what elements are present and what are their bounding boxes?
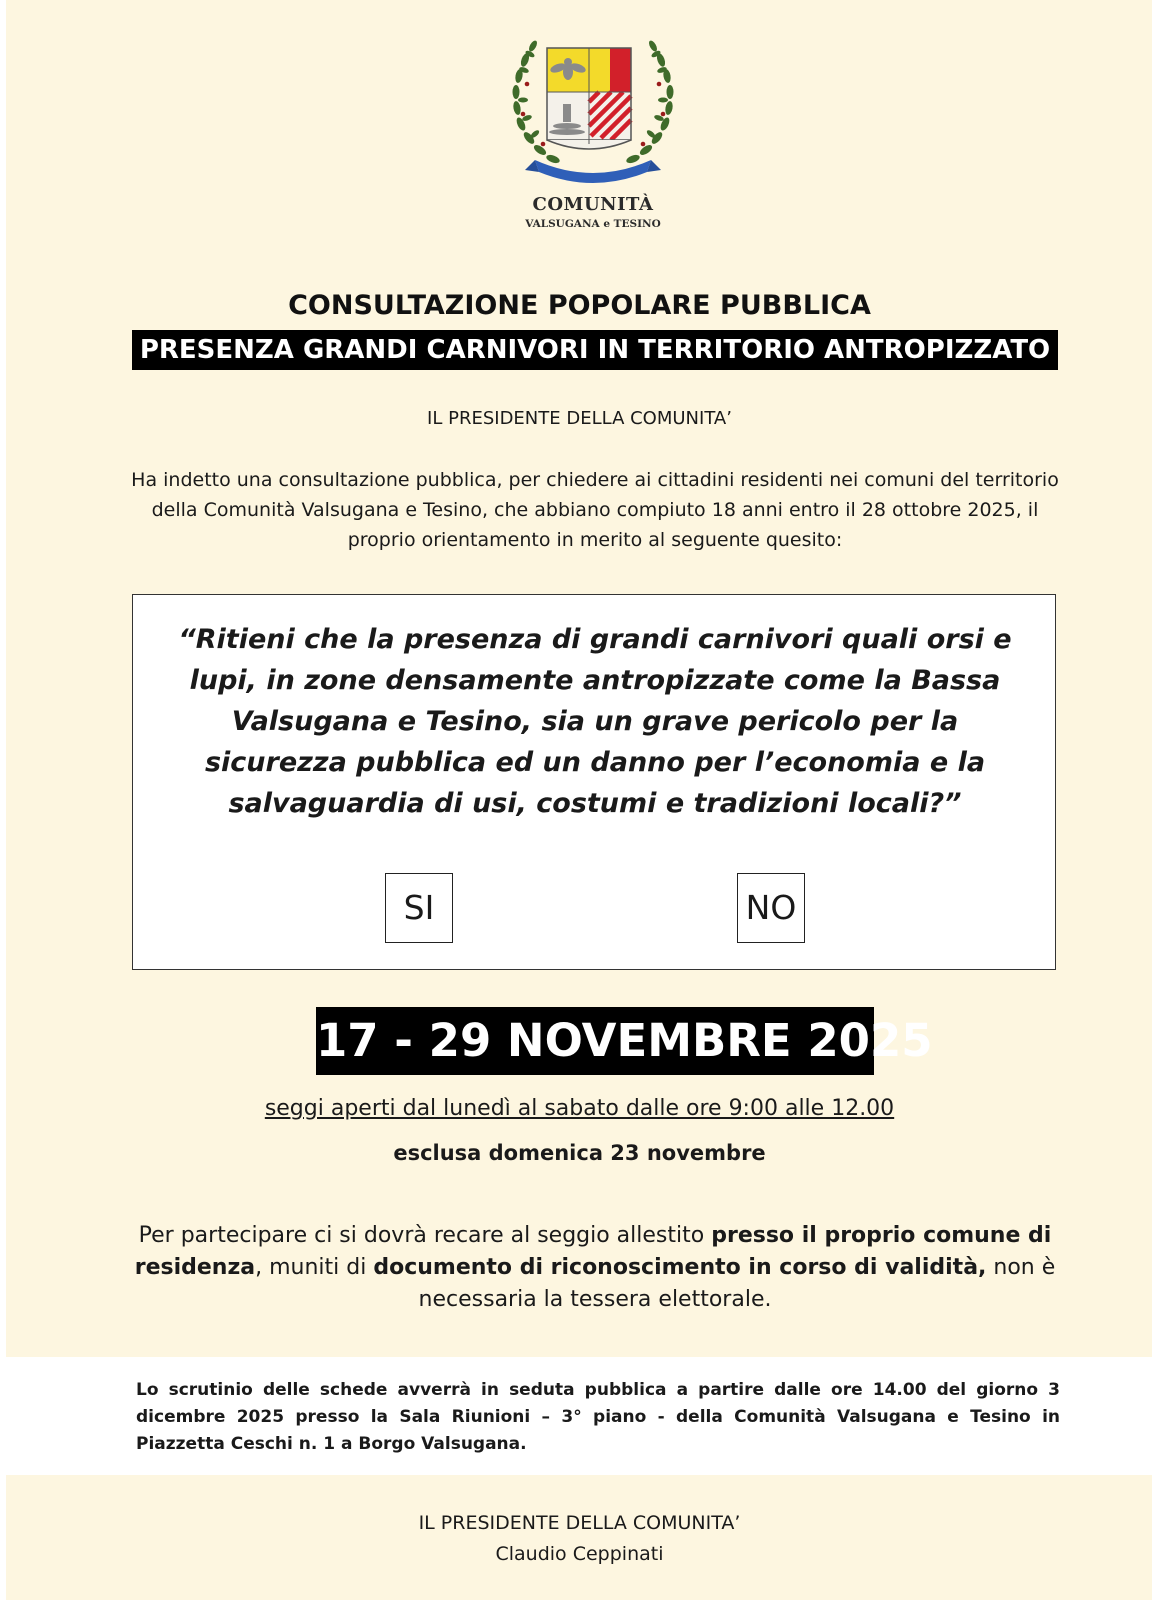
page-subtitle: PRESENZA GRANDI CARNIVORI IN TERRITORIO ANTROPIZZATO [132, 330, 1058, 370]
page-title: CONSULTAZIONE POPOLARE PUBBLICA [288, 290, 871, 321]
participation-text-3: non è necessaria la tessera elettorale. [418, 1255, 1056, 1312]
participation-text-2: , muniti di [255, 1255, 374, 1280]
vote-no-checkbox[interactable]: NO [737, 873, 805, 943]
ballot-box [132, 594, 1056, 970]
participation-text-1: Per partecipare ci si dovrà recare al seggio allestito [138, 1223, 712, 1248]
vote-yes-checkbox[interactable]: SI [385, 873, 453, 943]
participation-instructions [130, 1220, 1060, 1316]
scrutinio-section [6, 1357, 1152, 1475]
participation-id-document: documento di riconoscimento in corso di validità, [373, 1255, 987, 1280]
scrutinio-notice: Lo scrutinio delle schede avverrà in seduta pubblica a partire dalle ore 14.00 del giorno 3 dicembre 2025 presso la Sala Riunioni – 3° piano - della Comunità Valsugana e Tesino in Piazzetta Ceschi n. 1 a Borgo Valsugana. [136, 1380, 1060, 1454]
emblem-name: COMUNITÀ [532, 194, 654, 215]
signature-role: IL PRESIDENTE DELLA COMUNITA’ [418, 1512, 741, 1534]
signature-name: Claudio Ceppinati [495, 1543, 664, 1565]
polling-hours: seggi aperti dal lunedì al sabato dalle ore 9:00 alle 12.00 [264, 1096, 895, 1121]
coat-of-arms-icon [503, 26, 683, 196]
participation-residence: presso il proprio comune di residenza [134, 1223, 1052, 1280]
announcement-intro: Ha indetto una consultazione pubblica, per chiedere ai cittadini residenti nei comuni del territorio della Comunità Valsugana e Tesino, che abbiano compiuto 18 anni entro il 28 ottobre 2025, il proprio orientamento in merito al seguente quesito: [131, 469, 1059, 551]
excluded-day: esclusa domenica 23 novembre [393, 1141, 766, 1165]
emblem-subname: VALSUGANA e TESINO [525, 218, 661, 230]
community-emblem [503, 26, 683, 236]
announcement-author: IL PRESIDENTE DELLA COMUNITA’ [427, 408, 732, 429]
consultation-dates: 17 - 29 NOVEMBRE 2025 [316, 1007, 874, 1075]
ballot-question: “Ritieni che la presenza di grandi carnivori quali orsi e lupi, in zone densamente antropizzate come la Bassa Valsugana e Tesino, sia un grave pericolo per la sicurezza pubblica ed un danno per l’economia e la salvaguardia di usi, costumi e tradizioni locali?” [178, 624, 1012, 819]
